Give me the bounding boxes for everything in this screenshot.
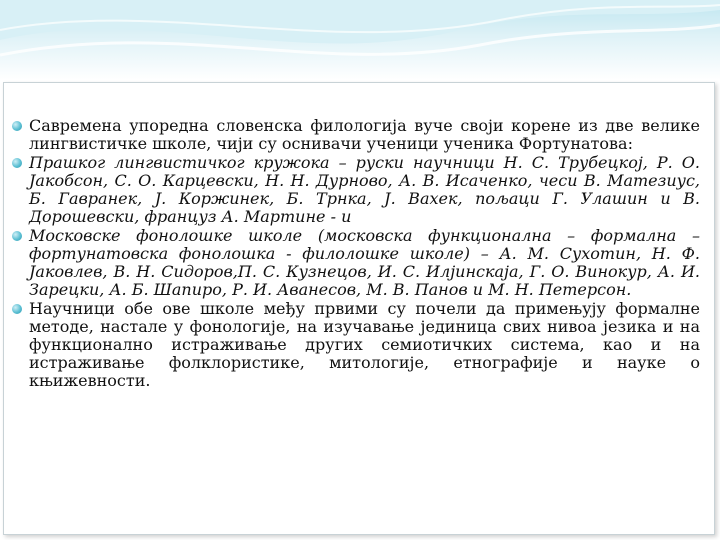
bullet-text: Прашког лингвистичког кружока – руски научници Н. С. Трубецкој, Р. О. Јакобсон, С. О. Карцевски, Н. Н. Дурново, А. В. Исаченко, чеси В. Матезиус, Б. Гавранек, Ј. Коржинек, Б. Трнка, Ј. Вахек, пољаци Г. Улашин и В. Дорошевски, француз А. Мартине - и: [29, 153, 700, 226]
bullet-text: Савремена упоредна словенска филологија вуче своји корене из две велике лингвистичке школе, чији су оснивачи ученици ученика Фортунатова:: [29, 116, 700, 153]
bullet-list: [10, 117, 700, 390]
bullet-text: Московске фонолошке школе (московска функционална – формална – фортунатовска фонолошка - филолошке школе) – А. М. Сухотин, Н. Ф. Јаковлев, В. Н. Сидоров,П. С. Кузнецов, И. С. Илјинскаја, Г. О. Винокур, А. И. Зарецки, А. Б. Шапиро, Р. И. Аванесов, М. В. Панов и М. Н. Петерсон.: [29, 226, 700, 299]
bullet-dot-icon: [12, 304, 22, 314]
bullet-item: [10, 154, 700, 226]
header-decoration: [0, 0, 720, 80]
bullet-item: [10, 300, 700, 390]
slide-content: [10, 117, 700, 391]
bullet-dot-icon: [12, 158, 22, 168]
bullet-item: [10, 117, 700, 153]
wave-decoration: [0, 0, 720, 80]
bullet-text: Научници обе ове школе међу првими су почели да примењују формалне методе, настале у фонологије, на изучавање јединица свих нивоа језика и на функционално истраживање других семиотичких система, као и на истраживање фолклористике, митологије, етнографије и науке о књижевности.: [29, 299, 700, 390]
bullet-dot-icon: [12, 231, 22, 241]
bullet-dot-icon: [12, 121, 22, 131]
bullet-item: [10, 227, 700, 299]
